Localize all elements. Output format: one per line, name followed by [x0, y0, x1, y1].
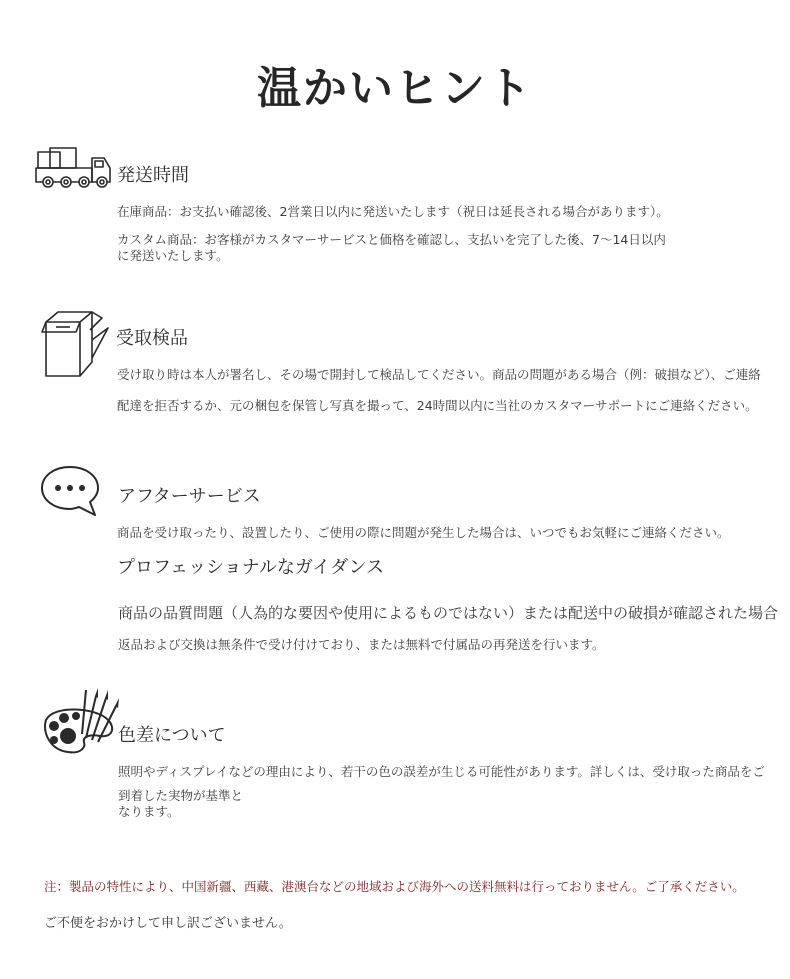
box-icon: [40, 310, 112, 380]
color-text-2: 到着した実物が基準と: [118, 788, 244, 803]
after-service-text-1: 商品を受け取ったり、設置したり、ご使用の際に問題が発生した場合は、いつでもお気軽にご連絡ください。: [117, 525, 730, 540]
truck-icon: [34, 146, 114, 192]
color-text-3: なります。: [118, 804, 180, 819]
palette-icon: [40, 688, 120, 758]
receiving-heading: 受取検品: [116, 328, 188, 349]
shipping-heading: 発送時間: [117, 165, 189, 186]
guidance-text-2: 返品および交換は無条件で受け付けており、または無料で付属品の再発送を行います。: [118, 637, 605, 652]
shipping-text-1: 在庫商品：お支払い確認後、2営業日以内に発送いたします（祝日は延長される場合があります）。: [117, 204, 669, 219]
color-text-1: 照明やディスプレイなどの理由により、若干の色の誤差が生じる可能性があります。詳しくは、受け取った商品をご: [118, 764, 765, 779]
color-heading: 色差について: [118, 725, 226, 746]
apology-note: ご不便をおかけして申し訳ございません。: [44, 916, 292, 931]
receiving-text-2: 配達を拒否するか、元の梱包を保管し写真を撮って、24時間以内に当社のカスタマーサポートにご連絡ください。: [117, 398, 758, 413]
guidance-subheading: プロフェッショナルなガイダンス: [117, 557, 384, 578]
guidance-text-1: 商品の品質問題（人為的な要因や使用によるものではない）または配送中の破損が確認された場合: [118, 604, 779, 622]
chat-bubble-icon: [40, 464, 102, 520]
page-title: 温かいヒント: [257, 63, 533, 114]
shipping-restriction-note: 注：製品の特性により、中国新疆、西藏、港澳台などの地域および海外への送料無料は行っておりません。ご了承ください。: [44, 879, 745, 894]
shipping-text-3: に発送いたします。: [117, 248, 229, 263]
after-service-heading: アフターサービス: [118, 486, 261, 507]
shipping-text-2: カスタム商品：お客様がカスタマーサービスと価格を確認し、支払いを完了した後、7〜14日以内: [117, 232, 666, 247]
receiving-text-1: 受け取り時は本人が署名し、その場で開封して検品してください。商品の問題がある場合（例：破損など）、ご連絡: [117, 367, 761, 382]
